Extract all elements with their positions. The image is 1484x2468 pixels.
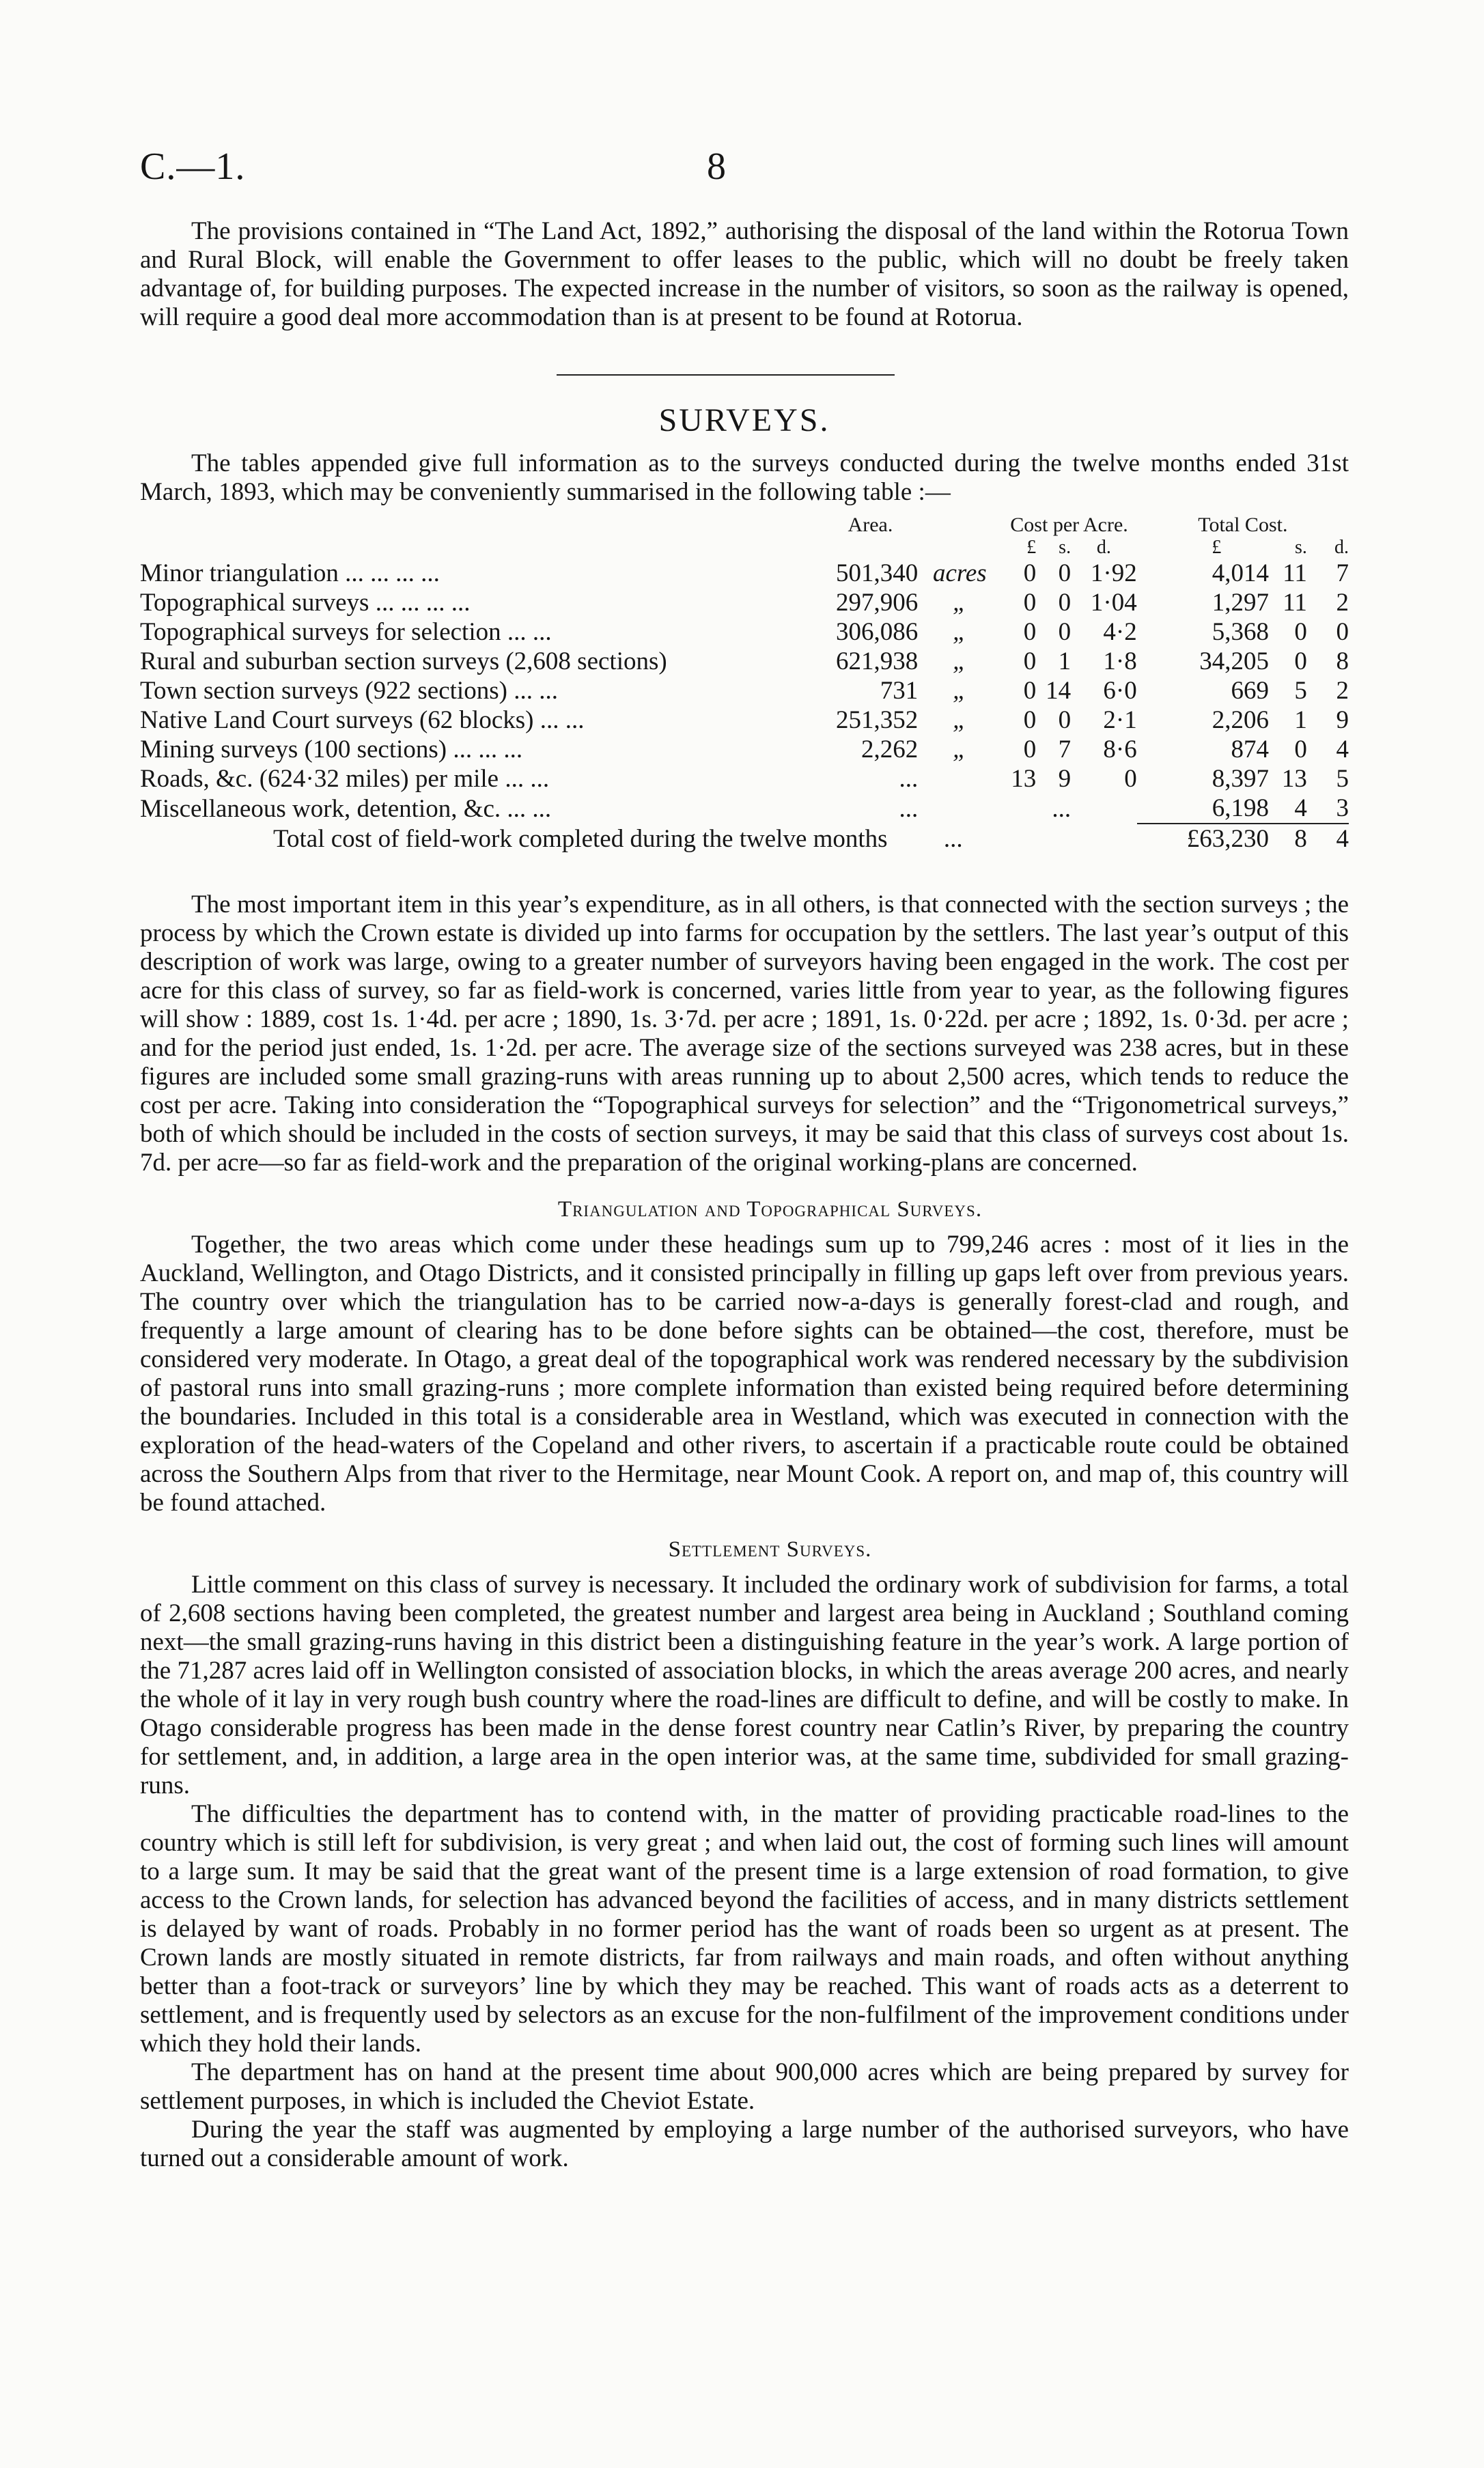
row-total-pence: 7 xyxy=(1336,559,1349,587)
row-cost-pence: 1·04 xyxy=(1090,589,1137,617)
table-row xyxy=(140,617,1349,647)
table-units-row xyxy=(140,537,1349,559)
row-cost-shillings: 0 xyxy=(1058,618,1072,646)
page-number: 8 xyxy=(707,145,726,188)
table-row xyxy=(140,559,1349,588)
row-total-pounds: 8,397 xyxy=(1212,765,1269,793)
row-total-shillings: 0 xyxy=(1294,618,1307,646)
unit-pence: d. xyxy=(1096,537,1111,558)
row-cost-pence: 0 xyxy=(1124,765,1137,793)
table-header-row xyxy=(140,514,1349,537)
row-total-pence: 3 xyxy=(1336,794,1349,822)
row-area-unit xyxy=(918,794,1001,824)
settlement-paragraph-1: Little comment on this class of survey is necessary. It included the ordinary work of subdivision for farms, a total of 2,608 sections having been completed, the greatest number and largest area being in Auckland ; Southland coming next—the small grazing-runs having in this district been a distinguishing feature in the year’s work. A large portion of the 71,287 acres laid off in Wellington consisted of association blocks, in which the areas average 200 acres, and nearly the whole of it lay in very rough bush country where the road-lines are difficult to define, and will be costly to make. In Otago considerable progress has been made in the dense forest country near Catlin’s River, by preparing the country for settlement, and, in addition, a large area in the open interior was, at the same time, subdivided for small grazing-runs. xyxy=(140,1571,1349,1799)
row-cost-pounds: 0 xyxy=(1023,735,1037,763)
triangulation-paragraph: Together, the two areas which come under these headings sum up to 799,246 acres : most of it lies in the Auckland, Wellington, and Otago Districts, and it consisted principally in filling up gaps left over from previous years. The country over which the triangulation has to be carried now-a-days is generally forest-clad and rough, and frequently a large amount of clearing has to be done before sights can be obtained—the cost, therefore, must be considered very moderate. In Otago, a great deal of the topographical work was rendered necessary by the subdivision of pastoral runs into small grazing-runs ; more complete information than existed being required before determining the boundaries. Included in this total is a considerable area in Westland, which was executed in connection with the exploration of the head-waters of the Copeland and other rivers, to ascertain if a practicable route could be obtained across the Southern Alps from that river to the Hermitage, near Mount Cook. A report on, and map of, this country will be found attached. xyxy=(140,1231,1349,1517)
intro-block xyxy=(140,217,1349,332)
table-row xyxy=(140,735,1349,764)
row-area: 2,262 xyxy=(861,735,919,763)
row-total-shillings: 5 xyxy=(1294,677,1307,705)
row-cost-pence: 6·0 xyxy=(1103,677,1137,705)
row-total-pence: 2 xyxy=(1336,589,1349,617)
total-pence: 4 xyxy=(1307,824,1349,854)
row-area-unit: „ xyxy=(953,618,967,646)
table-row xyxy=(140,647,1349,676)
row-cost-pounds: 0 xyxy=(1023,559,1037,587)
section-divider xyxy=(557,374,895,376)
row-cost-pence: 8·6 xyxy=(1103,735,1137,763)
row-area: 731 xyxy=(880,677,919,705)
settlement-paragraph-3: The department has on hand at the present time about 900,000 acres which are being prepared by survey for settlement purposes, in which is included the Cheviot Estate. xyxy=(140,2058,1349,2115)
row-total-pence: 9 xyxy=(1336,706,1349,734)
row-total-pounds: 4,014 xyxy=(1212,559,1269,587)
row-area-unit xyxy=(918,764,1001,794)
table-total-row xyxy=(140,824,1349,854)
table-row xyxy=(140,676,1349,705)
total-leader: ... xyxy=(943,824,963,853)
row-cost-pounds: 0 xyxy=(1023,589,1037,617)
row-label: Minor triangulation ... ... ... ... xyxy=(140,559,440,587)
row-area-unit: „ xyxy=(953,706,967,734)
row-cost-pounds: 13 xyxy=(1011,765,1037,793)
surveys-table xyxy=(140,514,1349,854)
row-cost-shillings: 0 xyxy=(1058,589,1072,617)
row-total-pence: 4 xyxy=(1336,735,1349,763)
row-label: Miscellaneous work, detention, &c. ... ... xyxy=(140,794,552,823)
row-cost-pence xyxy=(1071,794,1137,824)
row-total-shillings: 0 xyxy=(1294,647,1307,675)
row-cost-shillings: 0 xyxy=(1058,706,1072,734)
row-total-pence: 2 xyxy=(1336,677,1349,705)
section-title: SURVEYS. xyxy=(658,402,830,438)
row-total-pounds: 874 xyxy=(1231,735,1269,763)
row-total-pounds: 34,205 xyxy=(1199,647,1269,675)
table-row xyxy=(140,764,1349,794)
row-label: Roads, &c. (624·32 miles) per mile ... ... xyxy=(140,765,550,793)
row-cost-pence: 1·92 xyxy=(1090,559,1137,587)
row-cost-shillings: 1 xyxy=(1058,647,1072,675)
row-total-pence: 8 xyxy=(1336,647,1349,675)
row-label: Native Land Court surveys (62 blocks) ... ... xyxy=(140,706,585,734)
row-area-unit: „ xyxy=(953,735,967,763)
row-cost-shillings: 14 xyxy=(1046,677,1072,705)
row-label: Town section surveys (922 sections) ... ... xyxy=(140,677,558,705)
row-total-pounds: 5,368 xyxy=(1212,618,1269,646)
row-area: 621,938 xyxy=(836,647,919,675)
cost-per-acre-header: Cost per Acre. xyxy=(1010,514,1128,536)
row-cost-pounds: 0 xyxy=(1023,677,1037,705)
row-cost-pence: 1·8 xyxy=(1103,647,1137,675)
row-total-shillings: 1 xyxy=(1294,706,1307,734)
row-label: Rural and suburban section surveys (2,608 sections) xyxy=(140,647,667,675)
row-total-shillings: 11 xyxy=(1283,559,1307,587)
row-area-unit: acres xyxy=(932,559,987,587)
document-reference: C.—1. xyxy=(140,145,246,188)
table-row xyxy=(140,588,1349,617)
area-header: Area. xyxy=(848,514,893,536)
total-shillings: 8 xyxy=(1269,824,1307,854)
row-total-shillings: 13 xyxy=(1281,765,1307,793)
unit-pounds: £ xyxy=(1026,537,1037,558)
row-area: 297,906 xyxy=(836,589,919,617)
row-cost-pounds: 0 xyxy=(1023,706,1037,734)
table-row xyxy=(140,794,1349,824)
unit-total-pounds: £ xyxy=(1212,537,1222,558)
table-row xyxy=(140,705,1349,735)
row-cost-shillings: 9 xyxy=(1058,765,1072,793)
row-area-unit: „ xyxy=(953,589,967,617)
surveys-intro-block xyxy=(140,449,1349,507)
row-area-unit: „ xyxy=(953,647,967,675)
total-cost-header: Total Cost. xyxy=(1198,514,1288,536)
row-total-pence: 5 xyxy=(1336,765,1349,793)
surveys-intro: The tables appended give full information as to the surveys conducted during the twelve months ended 31st March, 1893, which may be conveniently summarised in the following table :— xyxy=(140,449,1349,506)
row-cost-pounds: 0 xyxy=(1023,618,1037,646)
row-total-pounds: 1,297 xyxy=(1212,589,1269,617)
row-total-shillings: 11 xyxy=(1283,589,1307,617)
row-total-pounds: 6,198 xyxy=(1212,794,1269,822)
row-label: Topographical surveys ... ... ... ... xyxy=(140,589,471,617)
row-label: Mining surveys (100 sections) ... ... ... xyxy=(140,735,523,763)
unit-shillings: s. xyxy=(1059,537,1072,558)
row-cost-shillings: 7 xyxy=(1058,735,1072,763)
settlement-subheading: Settlement Surveys. xyxy=(668,1537,872,1562)
total-label: Total cost of field-work completed during the twelve months ... xyxy=(273,824,963,853)
row-cost-shillings: 0 xyxy=(1058,559,1072,587)
row-area: 251,352 xyxy=(836,706,919,734)
triangulation-subheading: Triangulation and Topographical Surveys. xyxy=(557,1197,983,1222)
row-total-pence: 0 xyxy=(1336,618,1349,646)
row-area: 501,340 xyxy=(836,559,919,587)
row-cost-pounds xyxy=(1001,794,1036,824)
row-label: Topographical surveys for selection ... ... xyxy=(140,618,552,646)
row-total-shillings: 0 xyxy=(1294,735,1307,763)
row-total-shillings: 4 xyxy=(1294,794,1307,822)
row-area-unit: „ xyxy=(953,677,967,705)
settlement-paragraph-4: During the year the staff was augmented by employing a large number of the authorised surveyors, who have turned out a considerable amount of work. xyxy=(140,2116,1349,2172)
row-total-pounds: 2,206 xyxy=(1212,706,1269,734)
main-text-block xyxy=(140,891,1349,2173)
row-cost-pence: 4·2 xyxy=(1103,618,1137,646)
unit-total-shillings: s. xyxy=(1295,537,1307,558)
intro-paragraph: The provisions contained in “The Land Act, 1892,” authorising the disposal of the land within the Rotorua Town and Rural Block, will enable the Government to offer leases to the public, which will no doubt be freely taken advantage of, for building purposes. The expected increase in the number of visitors, so soon as the railway is opened, will require a good deal more accommodation than is at present to be found at Rotorua. xyxy=(140,217,1349,331)
row-cost-pounds: 0 xyxy=(1023,647,1037,675)
table-body xyxy=(140,559,1349,824)
unit-total-pence: d. xyxy=(1334,537,1349,558)
section-surveys-paragraph: The most important item in this year’s expenditure, as in all others, is that connected with the section surveys ; the process by which the Crown estate is divided up into farms for occupation by the settlers. The last year’s output of this description of work was large, owing to a greater number of surveyors having been engaged in the work. The cost per acre for this class of survey, so far as field-work is concerned, varies little from year to year, as the following figures will show : 1889, cost 1s. 1·4d. per acre ; 1890, 1s. 3·7d. per acre ; 1891, 1s. 0·22d. per acre ; 1892, 1s. 0·3d. per acre ; and for the period just ended, 1s. 1·2d. per acre. The average size of the sections surveyed was 238 acres, but in these figures are included some small grazing-runs with areas running up to about 2,500 acres, which tends to reduce the cost per acre. Taking into consideration the “Topographical surveys for selection” and the “Trigonometrical surveys,” both of which should be included in the costs of section surveys, it may be said that this class of surveys cost about 1s. 7d. per acre—so far as field-work and the preparation of the original working-plans are concerned. xyxy=(140,891,1349,1177)
row-area: ... xyxy=(899,794,919,823)
row-cost-pence: 2·1 xyxy=(1103,706,1137,734)
row-total-pounds: 669 xyxy=(1231,677,1269,705)
total-pounds: £63,230 xyxy=(1137,824,1269,854)
settlement-paragraph-2: The difficulties the department has to contend with, in the matter of providing practicable road-lines to the country which is still left for subdivision, is very great ; and when laid out, the cost of forming such lines will amount to a large sum. It may be said that the great want of the present time is a large extension of road formation, to give access to the Crown lands, for selection has advanced beyond the facilities of access, and in many districts settlement is delayed by want of roads. Probably in no former period has the want of roads been so urgent as at present. The Crown lands are mostly situated in remote districts, far from railways and main roads, and often without anything better than a foot-track or surveyors’ line by which they may be reached. This want of roads acts as a deterrent to settlement, and is frequently used by selectors as an excuse for the non-fulfilment of the improvement conditions under which they hold their lands. xyxy=(140,1800,1349,2058)
row-cost-shillings: ... xyxy=(1052,794,1072,823)
row-area: ... xyxy=(899,765,919,793)
row-area: 306,086 xyxy=(836,618,919,646)
